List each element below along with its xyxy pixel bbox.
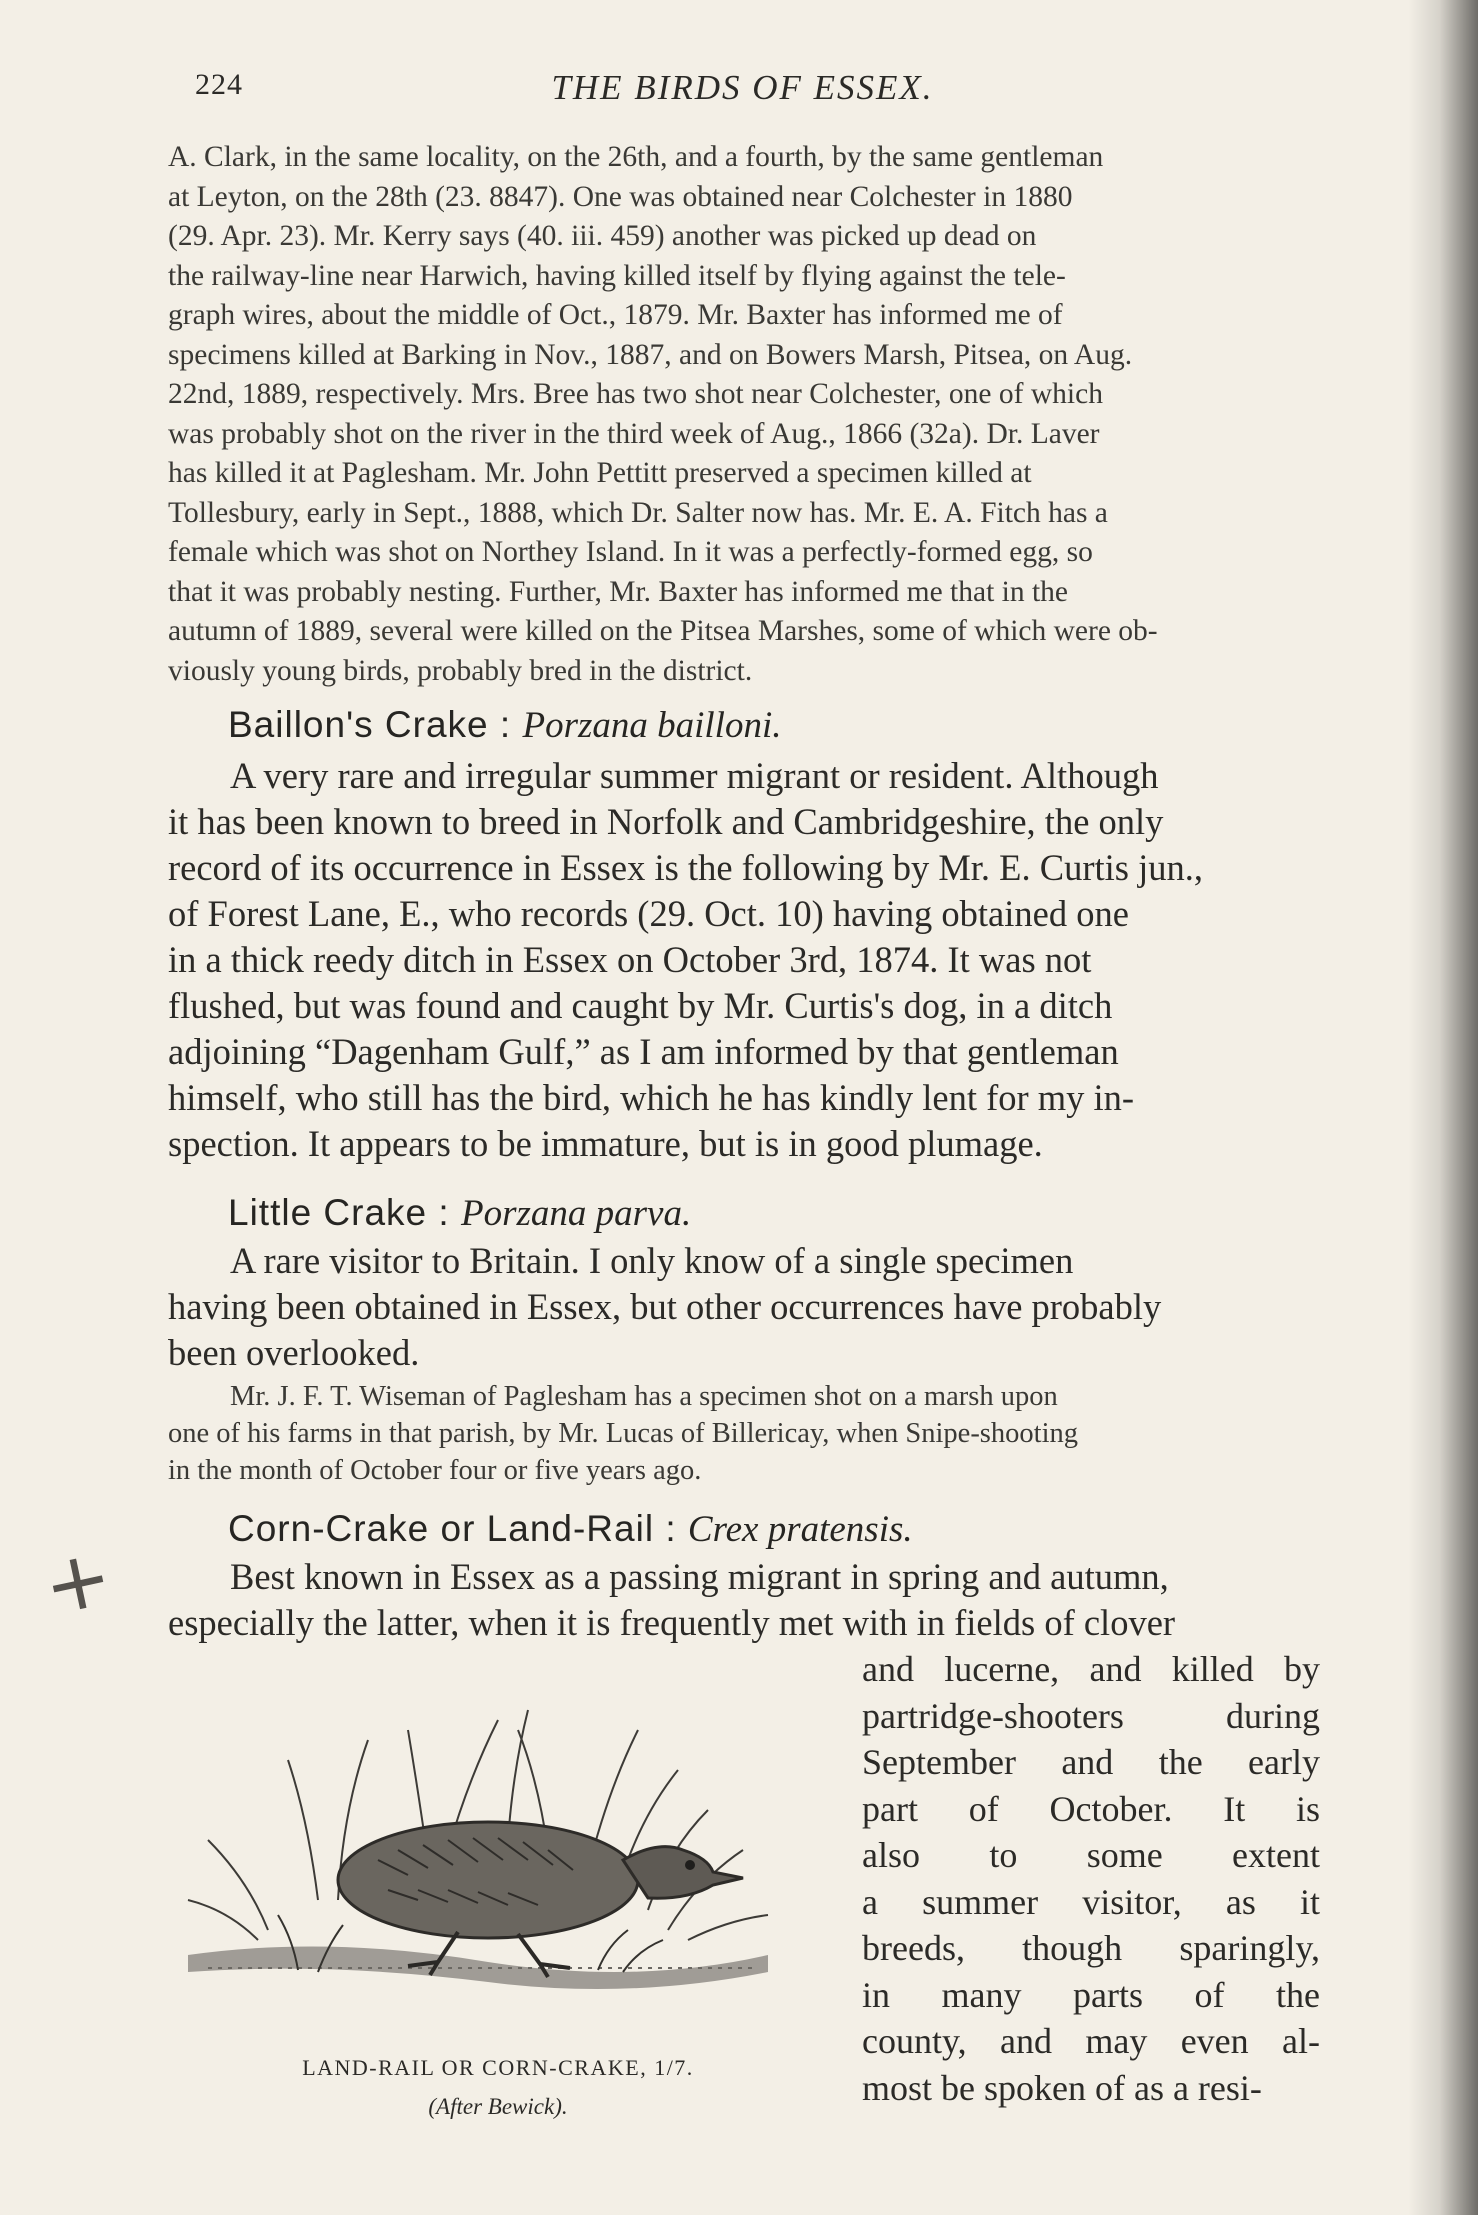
heading-separator: :	[427, 1192, 461, 1233]
figure-credit: (After Bewick).	[428, 2094, 568, 2119]
text-line: has killed it at Paglesham. Mr. John Pettitt preserved a specimen killed at	[168, 457, 1032, 489]
text-line: (29. Apr. 23). Mr. Kerry says (40. iii. 459) another was picked up dead on	[168, 220, 1037, 252]
text-line: breeds, though sparingly,	[862, 1928, 1320, 1968]
species-name: Little Crake	[228, 1192, 428, 1233]
latin-name: Porzana bailloni.	[522, 705, 782, 746]
text-line: A rare visitor to Britain. I only know of a single specimen	[230, 1240, 1074, 1281]
species-name: Corn-Crake or Land-Rail	[228, 1508, 655, 1549]
latin-name: Crex pratensis.	[687, 1509, 913, 1550]
running-head: THE BIRDS OF ESSEX.	[551, 68, 934, 107]
species-heading-little-crake	[228, 1192, 691, 1235]
species-heading-baillons-crake	[228, 704, 782, 747]
text-line: Tollesbury, early in Sept., 1888, which Dr. Salter now has. Mr. E. A. Fitch has a	[168, 496, 1108, 529]
text-line: and lucerne, and killed by	[862, 1649, 1320, 1689]
text-line: female which was shot on Northey Island. In it was a perfectly-formed egg, so	[168, 536, 1093, 568]
text-line: it has been known to breed in Norfolk and Cambridgeshire, the only	[168, 801, 1164, 842]
text-line: 22nd, 1889, respectively. Mrs. Bree has two shot near Colchester, one of which	[168, 378, 1103, 410]
text-line: in many parts of the	[862, 1974, 1320, 2015]
page-header	[165, 62, 1320, 118]
corn-crake-wrapped-text	[862, 1646, 1320, 2111]
text-line: a summer visitor, as it	[862, 1881, 1320, 1922]
bird-illustration	[168, 1700, 808, 2000]
text-line: was probably shot on the river in the third week of Aug., 1866 (32a). Dr. Laver	[168, 417, 1100, 450]
margin-pencil-mark: +	[35, 1529, 120, 1634]
text-line: been overlooked.	[168, 1332, 420, 1373]
intro-paragraph	[168, 138, 1323, 691]
text-line: himself, who still has the bird, which he has kindly lent for my in-	[168, 1077, 1135, 1118]
text-line: that it was probably nesting. Further, Mr. Baxter has informed me that in the	[168, 575, 1069, 608]
figure-caption: LAND-RAIL OR CORN-CRAKE, 1/7.	[302, 2055, 694, 2080]
text-line: the railway-line near Harwich, having killed itself by flying against the tele-	[168, 259, 1066, 292]
text-line: adjoining “Dagenham Gulf,” as I am informed by that gentleman	[168, 1031, 1119, 1072]
text-line: Best known in Essex as a passing migrant in spring and autumn,	[230, 1556, 1169, 1597]
page-number: 224	[195, 68, 243, 101]
corn-crake-paragraph	[168, 1554, 1323, 1646]
text-line: graph wires, about the middle of Oct., 1879. Mr. Baxter has informed me of	[168, 299, 1063, 331]
text-line: one of his farms in that parish, by Mr. Lucas of Billericay, when Snipe-shooting	[168, 1418, 1078, 1449]
text-line: in a thick reedy ditch in Essex on October 3rd, 1874. It was not	[168, 939, 1092, 980]
text-line: record of its occurrence in Essex is the following by Mr. E. Curtis jun.,	[168, 847, 1203, 888]
text-line: A. Clark, in the same locality, on the 26th, and a fourth, by the same gentleman	[168, 141, 1104, 173]
text-line: Mr. J. F. T. Wiseman of Paglesham has a specimen shot on a marsh upon	[230, 1381, 1058, 1412]
text-line: flushed, but was found and caught by Mr. Curtis's dog, in a ditch	[168, 985, 1113, 1026]
text-line: September and the early	[862, 1742, 1320, 1782]
species-name: Baillon's Crake	[228, 704, 489, 745]
text-line: spection. It appears to be immature, but is in good plumage.	[168, 1123, 1043, 1164]
text-line: having been obtained in Essex, but other occurrences have probably	[168, 1286, 1162, 1327]
species-heading-corn-crake	[228, 1508, 913, 1551]
text-line: in the month of October four or five years ago.	[168, 1455, 702, 1486]
text-line: at Leyton, on the 28th (23. 8847). One was obtained near Colchester in 1880	[168, 180, 1073, 213]
text-line: especially the latter, when it is frequently met with in fields of clover	[168, 1602, 1176, 1643]
page-edge-shadow	[1408, 0, 1478, 2215]
latin-name: Porzana parva.	[460, 1193, 692, 1234]
little-crake-paragraph	[168, 1238, 1323, 1376]
text-line: of Forest Lane, E., who records (29. Oct. 10) having obtained one	[168, 893, 1129, 934]
text-line: county, and may even al-	[862, 2021, 1320, 2061]
text-line: viously young birds, probably bred in the district.	[168, 654, 753, 687]
text-line: also to some extent	[862, 1835, 1320, 1875]
corn-crake-engraving	[168, 1700, 808, 2000]
heading-separator: :	[488, 704, 523, 745]
heading-separator: :	[654, 1508, 688, 1549]
text-line: specimens killed at Barking in Nov., 1887, and on Bowers Marsh, Pitsea, on Aug.	[168, 338, 1133, 371]
text-line: autumn of 1889, several were killed on the Pitsea Marshes, some of which were ob-	[168, 615, 1158, 647]
text-line: A very rare and irregular summer migrant or resident. Although	[230, 755, 1159, 796]
baillons-crake-paragraph	[168, 753, 1323, 1167]
text-line: most be spoken of as a resi-	[862, 2067, 1262, 2108]
text-line: part of October. It is	[862, 1788, 1320, 1829]
little-crake-note	[168, 1378, 1323, 1489]
text-line: partridge-shooters during	[862, 1695, 1320, 1736]
